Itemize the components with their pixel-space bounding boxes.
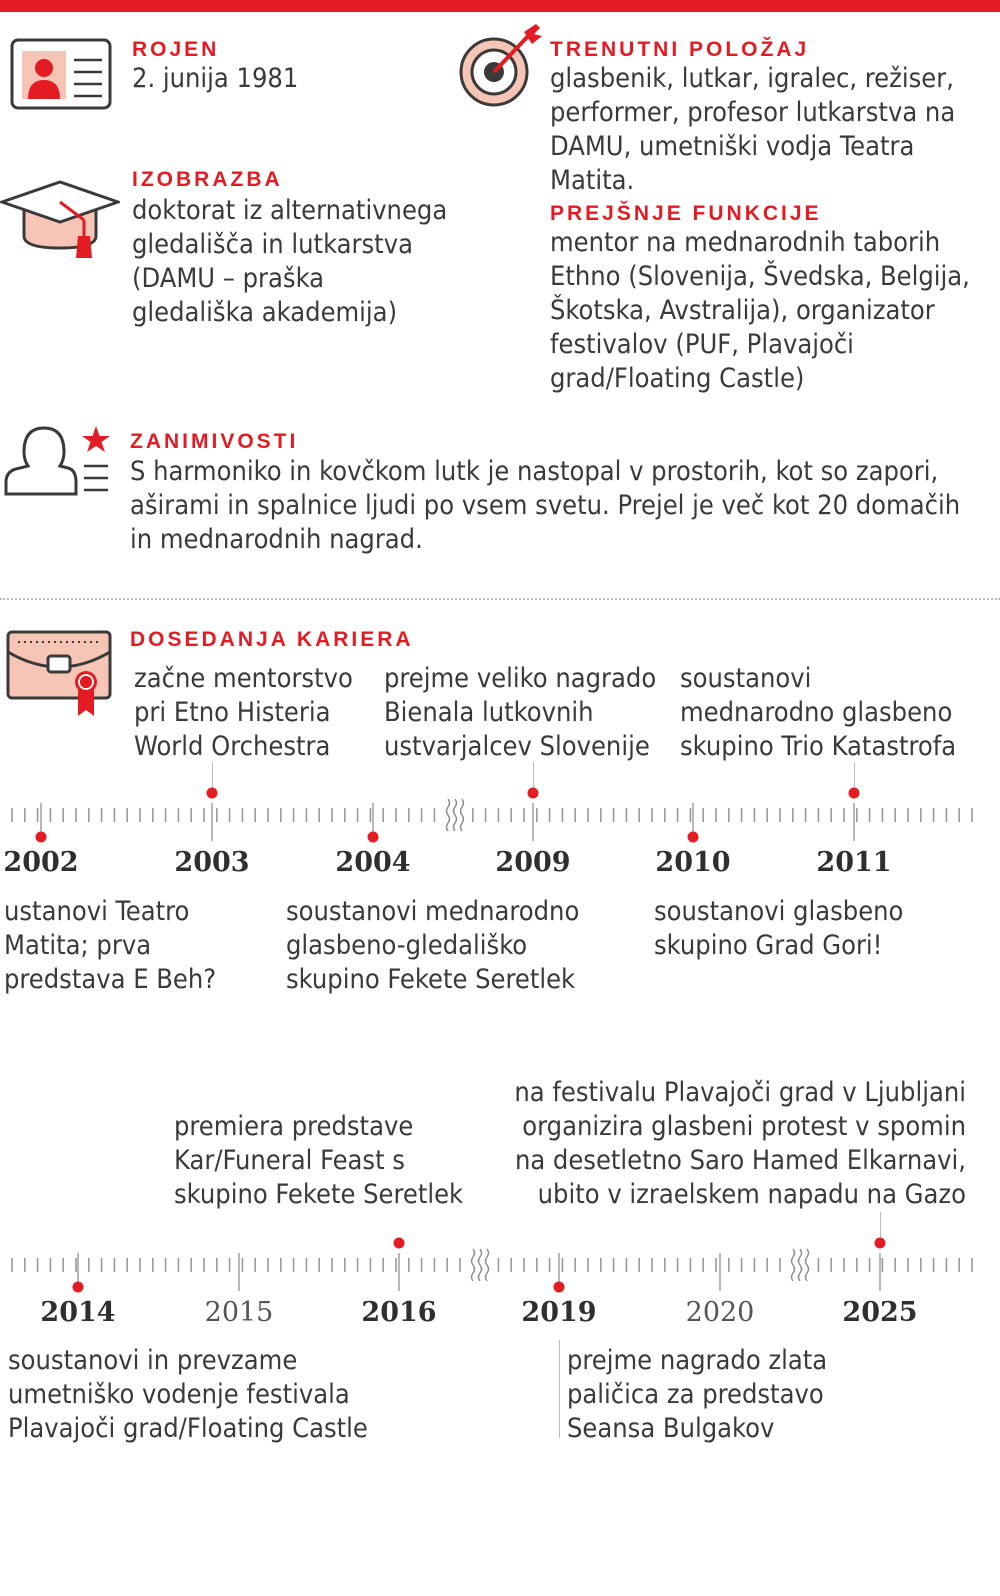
person-star-icon <box>2 424 114 498</box>
tl2-dot-2014 <box>73 1282 84 1293</box>
target-icon <box>456 22 546 108</box>
tl2-dot-2019 <box>554 1282 565 1293</box>
tl2-break-1 <box>792 1249 795 1281</box>
tl1-year-2002: 2002 <box>3 847 79 878</box>
trivia-label: ZANIMIVOSTI <box>130 430 299 453</box>
tl1-year-2011: 2011 <box>816 847 892 878</box>
connector-2019 <box>559 1340 560 1438</box>
position-value: glasbenik, lutkar, igralec, režiser, performer, profesor lutkarstva na DAMU, umetniški vodja Teatra Matita. <box>550 63 956 196</box>
section-divider <box>0 598 1000 600</box>
position-label: TRENUTNI POLOŽAJ <box>550 38 810 61</box>
tl2-dot-2016 <box>394 1238 405 1249</box>
education-label: IZOBRAZBA <box>132 168 283 191</box>
tl2-year-2014: 2014 <box>40 1297 116 1328</box>
tl2-dot-2025 <box>875 1238 886 1249</box>
tl2-break-1 <box>799 1249 802 1281</box>
timeline-1 <box>0 780 1000 890</box>
previous-label: PREJŠNJE FUNKCIJE <box>550 202 822 225</box>
tl2-year-2025: 2025 <box>842 1297 918 1328</box>
tl2-year-2020: 2020 <box>685 1297 755 1328</box>
tl1-dot-2004 <box>368 832 379 843</box>
timeline-2 <box>0 1230 1000 1340</box>
tl1-break-0 <box>454 799 457 831</box>
event-2009: prejme veliko nagrado Bienala lutkovnih ustvarjalcev Slovenije <box>384 663 657 762</box>
tl1-dot-2010 <box>688 832 699 843</box>
tl2-year-2019: 2019 <box>521 1297 597 1328</box>
previous-value: mentor na mednarodnih taborih Ethno (Slovenija, Švedska, Belgija, Škotska, Avstralija), organizator festivalov (PUF, Plavajoči grad/Floating Castle) <box>550 227 970 394</box>
tl1-dot-2002 <box>36 832 47 843</box>
tl1-break-0 <box>461 799 464 831</box>
tl1-dot-2009 <box>528 788 539 799</box>
tl1-break-0 <box>447 799 450 831</box>
event-2016: premiera predstave Kar/Funeral Feast s skupino Fekete Seretlek <box>174 1111 464 1210</box>
id-card-icon <box>10 38 114 112</box>
event-2010: soustanovi glasbeno skupino Grad Gori! <box>654 896 904 961</box>
event-2002: ustanovi Teatro Matita; prva predstava E Beh? <box>4 896 217 995</box>
tl2-year-2015: 2015 <box>204 1297 274 1328</box>
tl1-dot-2011 <box>849 788 860 799</box>
event-2025: na festivalu Plavajoči grad v Ljubljani organizira glasbeni protest v spomin na desetletno Saro Hamed Elkarnavi, ubito v izraelskem napadu na Gazo <box>514 1077 966 1210</box>
top-accent-bar <box>0 0 1000 12</box>
born-value: 2. junija 1981 <box>132 63 299 94</box>
tl1-year-2004: 2004 <box>335 847 411 878</box>
tl2-break-0 <box>486 1249 489 1281</box>
career-label: DOSEDANJA KARIERA <box>130 628 414 651</box>
event-2014: soustanovi in prevzame umetniško vodenje festivala Plavajoči grad/Floating Castle <box>8 1345 368 1444</box>
event-2004: soustanovi mednarodno glasbeno-gledališko skupino Fekete Seretlek <box>286 896 580 995</box>
tl1-year-2003: 2003 <box>174 847 250 878</box>
event-2019: prejme nagrado zlata paličica za predstavo Seansa Bulgakov <box>567 1345 828 1444</box>
tl1-year-2009: 2009 <box>495 847 571 878</box>
event-2003: začne mentorstvo pri Etno Histeria World Orchestra <box>134 663 353 762</box>
briefcase-award-icon <box>4 626 114 718</box>
tl2-break-0 <box>472 1249 475 1281</box>
born-label: ROJEN <box>132 38 220 61</box>
tl1-dot-2003 <box>207 788 218 799</box>
trivia-value: S harmoniko in kovčkom lutk je nastopal v prostorih, kot so zapori, aširami in spalnice ljudi po vsem svetu. Prejel je več kot 20 domačih in mednarodnih nagrad. <box>130 456 961 555</box>
tl2-break-0 <box>479 1249 482 1281</box>
event-2011: soustanovi mednarodno glasbeno skupino Trio Katastrofa <box>680 663 957 762</box>
education-value: doktorat iz alternativnega gledališča in lutkarstva (DAMU – praška gledališka akademija) <box>132 195 448 328</box>
tl2-break-1 <box>806 1249 809 1281</box>
graduation-cap-icon <box>0 178 120 262</box>
tl2-year-2016: 2016 <box>361 1297 437 1328</box>
tl1-year-2010: 2010 <box>655 847 731 878</box>
